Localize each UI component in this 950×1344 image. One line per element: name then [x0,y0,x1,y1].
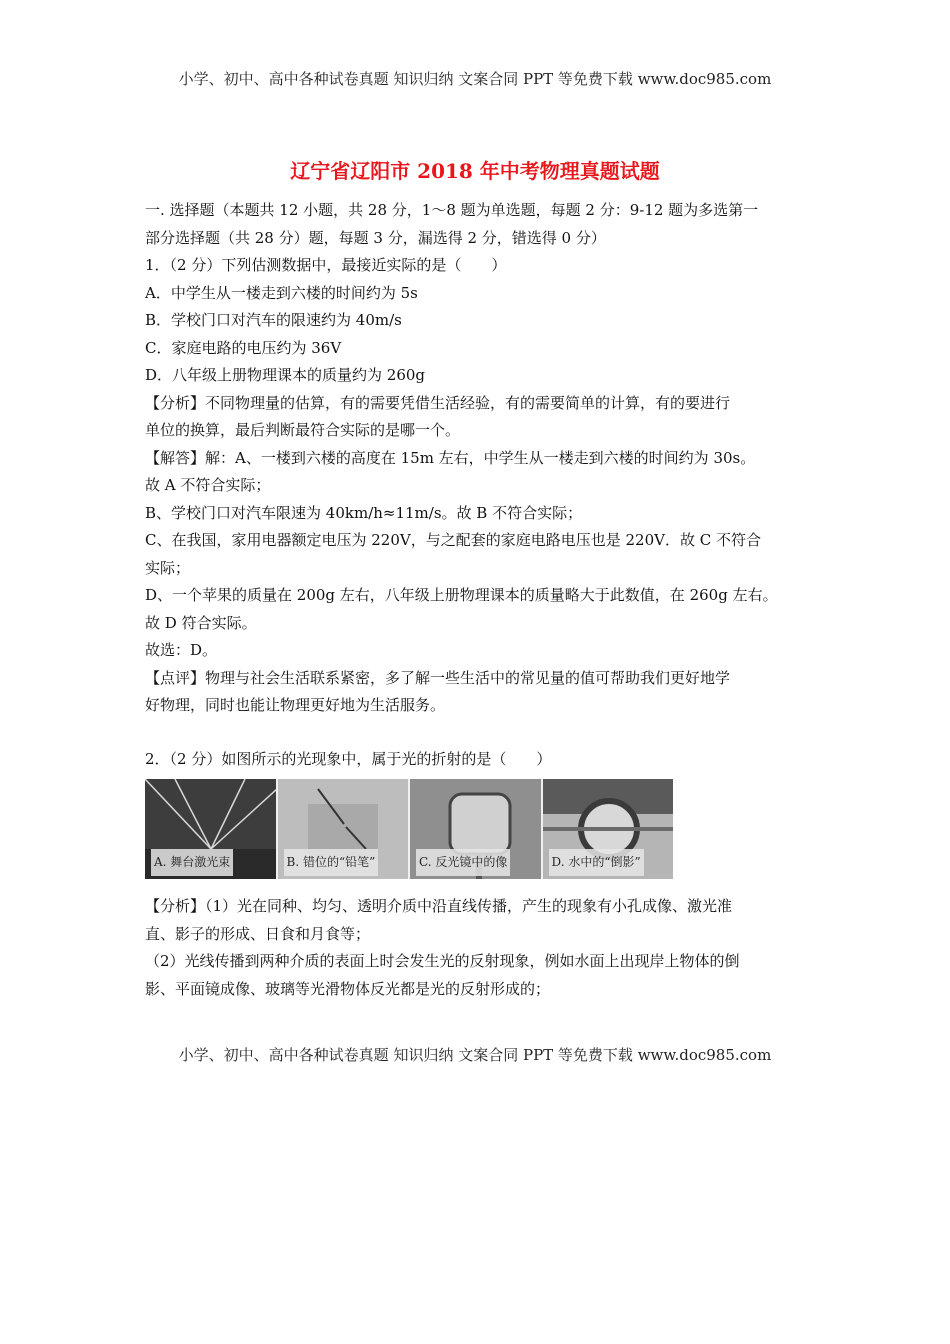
comment-line: 【点评】物理与社会生活联系紧密，多了解一些生活中的常见量的值可帮助我们更好地学 [145,668,731,687]
document-body [145,197,815,1003]
caption-a: A. 舞台激光束 [151,849,233,877]
answer-line: C、在我国，家用电器额定电压为 220V，与之配套的家庭电路电压也是 220V．故 C 不符合 [145,531,761,549]
document-title: 辽宁省辽阳市 2018 年中考物理真题试题 [290,159,660,183]
answer-line: 故选：D。 [145,641,218,659]
figure-panel-c [410,779,543,879]
answer-line: 故 D 符合实际。 [145,613,257,632]
caption-d: D. 水中的“倒影” [549,849,644,877]
answer-line: 故 A 不符合实际； [145,476,271,494]
analysis-line: 【分析】（1）光在同种、均匀、透明介质中沿直线传播，产生的现象有小孔成像、激光准 [145,897,733,915]
question-1-stem: 1．（2 分）下列估测数据中，最接近实际的是（ ） [145,256,507,274]
caption-b: B. 错位的“铅笔” [284,849,379,877]
answer-line: B、学校门口对汽车限速为 40km/h≈11m/s。故 B 不符合实际； [145,503,583,522]
section-heading-line: 一. 选择题（本题共 12 小题，共 28 分，1～8 题为单选题，每题 2 分：9-12 题为多选第一 [145,201,759,219]
answer-line: 【解答】解：A、一楼到六楼的高度在 15m 左右，中学生从一楼走到六楼的时间约为 30s。 [145,448,756,467]
answer-line: D、一个苹果的质量在 200g 左右，八年级上册物理课本的质量略大于此数值，在 260g 左右。 [145,586,778,604]
comment-line: 好物理，同时也能让物理更好地为生活服务。 [145,696,446,714]
figure-panel-b [278,779,411,879]
section-heading-line: 部分选择题（共 28 分）题，每题 3 分，漏选得 2 分，错选得 0 分） [145,228,606,247]
analysis-line: 【分析】不同物理量的估算，有的需要凭借生活经验，有的需要简单的计算，有的要进行 [145,393,731,412]
light-phenomena-figure [145,779,673,879]
option-c: C．家庭电路的电压约为 36V [145,338,342,357]
analysis-line: （2）光线传播到两种介质的表面上时会发生光的反射现象，例如水面上出现岸上物体的倒 [145,952,740,970]
answer-line: 实际； [145,558,191,577]
figure-panel-a [145,779,278,879]
question-2-stem: 2．（2 分）如图所示的光现象中，属于光的折射的是（ ） [145,749,552,768]
page-header: 小学、初中、高中各种试卷真题 知识归纳 文案合同 PPT 等免费下载 www.doc985.com [178,70,772,88]
option-d: D．八年级上册物理课本的质量约为 260g [145,366,426,384]
page-footer: 小学、初中、高中各种试卷真题 知识归纳 文案合同 PPT 等免费下载 www.doc985.com [178,1046,772,1064]
analysis-line: 单位的换算，最后判断最符合实际的是哪一个。 [145,421,461,439]
analysis-line: 直、影子的形成、日食和月食等； [145,924,371,943]
option-b: B．学校门口对汽车的限速约为 40m/s [145,311,402,329]
figure-panel-d [543,779,674,879]
option-a: A．中学生从一楼走到六楼的时间约为 5s [145,283,418,302]
analysis-line: 影、平面镜成像、玻璃等光滑物体反光都是光的反射形成的； [145,979,551,998]
caption-c: C. 反光镜中的像 [416,849,510,877]
